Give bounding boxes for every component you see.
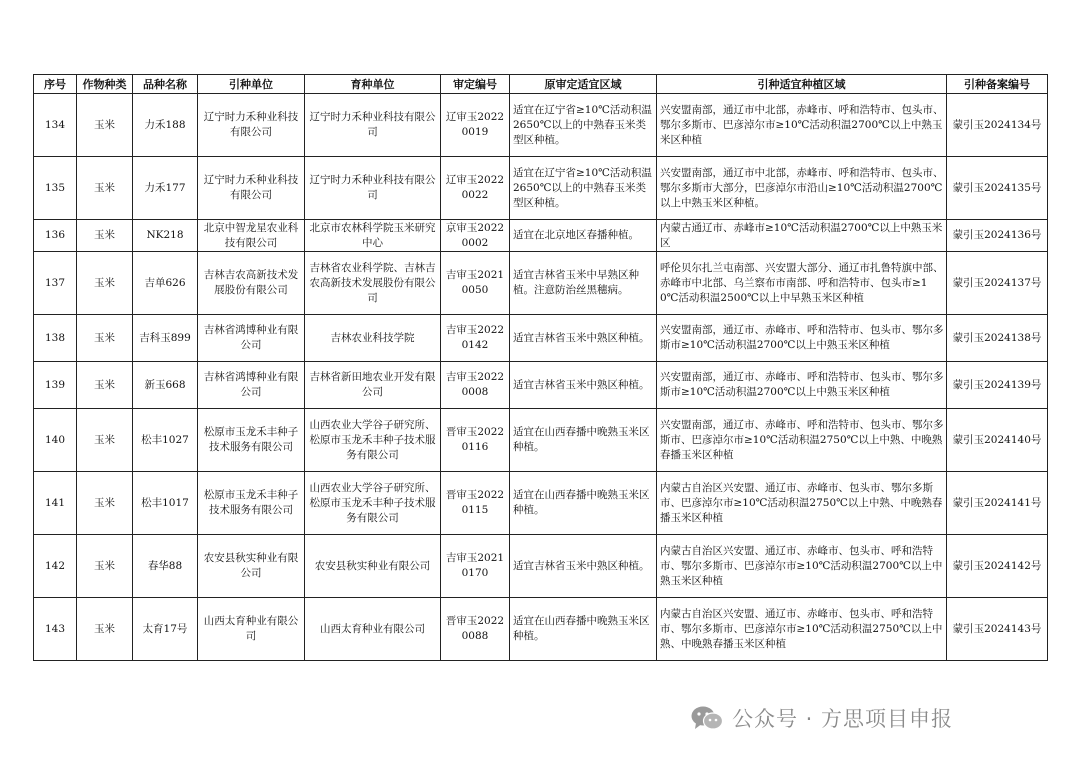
- cell-orig-area: 适宜在辽宁省≥10℃活动积温2650℃以上的中熟春玉米类型区种植。: [510, 157, 657, 220]
- cell-introducer: 松原市玉龙禾丰种子技术服务有限公司: [198, 472, 305, 535]
- cell-crop: 玉米: [77, 315, 133, 362]
- cell-crop: 玉米: [77, 598, 133, 661]
- cell-no: 136: [34, 220, 77, 252]
- cell-record: 蒙引玉2024135号: [947, 157, 1048, 220]
- wechat-icon: [690, 705, 724, 731]
- cell-variety: 力禾188: [133, 94, 198, 157]
- cell-variety: 松丰1027: [133, 409, 198, 472]
- watermark: [690, 703, 953, 733]
- cell-crop: 玉米: [77, 472, 133, 535]
- table-row: [34, 409, 1048, 472]
- cell-introducer: 松原市玉龙禾丰种子技术服务有限公司: [198, 409, 305, 472]
- cell-record: 蒙引玉2024138号: [947, 315, 1048, 362]
- cell-crop: 玉米: [77, 220, 133, 252]
- cell-approval: 晋审玉20220088: [441, 598, 510, 661]
- cell-no: 142: [34, 535, 77, 598]
- cell-approval: 吉审玉20210170: [441, 535, 510, 598]
- cell-crop: 玉米: [77, 94, 133, 157]
- cell-intro-area: 内蒙古自治区兴安盟、通辽市、赤峰市、包头市、呼和浩特市、鄂尔多斯市、巴彦淖尔市≥10℃活动积温2700℃以上中熟玉米区种植: [657, 535, 947, 598]
- cell-intro-area: 内蒙古自治区兴安盟、通辽市、赤峰市、包头市、呼和浩特市、鄂尔多斯市、巴彦淖尔市≥10℃活动积温2750℃以上中熟、中晚熟春播玉米区种植: [657, 598, 947, 661]
- cell-approval: 晋审玉20220115: [441, 472, 510, 535]
- cell-introducer: 吉林吉农高新技术发展股份有限公司: [198, 252, 305, 315]
- cell-no: 138: [34, 315, 77, 362]
- cell-orig-area: 适宜在山西春播中晚熟玉米区种植。: [510, 598, 657, 661]
- col-header-intro-area: 引种适宜种植区域: [657, 75, 947, 94]
- cell-intro-area: 兴安盟南部，通辽市中北部，赤峰市、呼和浩特市、包头市、鄂尔多斯市、巴彦淖尔市≥10℃活动积温2700℃以上中熟玉米区种植: [657, 94, 947, 157]
- cell-orig-area: 适宜在山西春播中晚熟玉米区种植。: [510, 472, 657, 535]
- table-row: [34, 598, 1048, 661]
- cell-no: 141: [34, 472, 77, 535]
- cell-record: 蒙引玉2024142号: [947, 535, 1048, 598]
- cell-introducer: 辽宁时力禾种业科技有限公司: [198, 157, 305, 220]
- cell-introducer: 吉林省鸿博种业有限公司: [198, 362, 305, 409]
- cell-variety: NK218: [133, 220, 198, 252]
- cell-introducer: 农安县秋实种业有限公司: [198, 535, 305, 598]
- cell-variety: 力禾177: [133, 157, 198, 220]
- table-row: [34, 472, 1048, 535]
- table-row: [34, 315, 1048, 362]
- cell-breeder: 山西农业大学谷子研究所、松原市玉龙禾丰种子技术服务有限公司: [305, 409, 441, 472]
- cell-approval: 晋审玉20220116: [441, 409, 510, 472]
- cell-intro-area: 兴安盟南部，通辽市、赤峰市、呼和浩特市、包头市、鄂尔多斯市≥10℃活动积温2700℃以上中熟玉米区种植: [657, 315, 947, 362]
- cell-crop: 玉米: [77, 157, 133, 220]
- cell-introducer: 山西太育种业有限公司: [198, 598, 305, 661]
- cell-variety: 太育17号: [133, 598, 198, 661]
- cell-intro-area: 内蒙古通辽市、赤峰市≥10℃活动积温2700℃以上中熟玉米区: [657, 220, 947, 252]
- table-row: [34, 362, 1048, 409]
- col-header-record: 引种备案编号: [947, 75, 1048, 94]
- cell-introducer: 吉林省鸿博种业有限公司: [198, 315, 305, 362]
- cell-crop: 玉米: [77, 535, 133, 598]
- cell-no: 134: [34, 94, 77, 157]
- cell-variety: 吉单626: [133, 252, 198, 315]
- cell-breeder: 吉林省新田地农业开发有限公司: [305, 362, 441, 409]
- cell-record: 蒙引玉2024136号: [947, 220, 1048, 252]
- cell-approval: 吉审玉20220142: [441, 315, 510, 362]
- cell-breeder: 农安县秋实种业有限公司: [305, 535, 441, 598]
- col-header-no: 序号: [34, 75, 77, 94]
- cell-orig-area: 适宜在北京地区春播种植。: [510, 220, 657, 252]
- cell-breeder: 北京市农林科学院玉米研究中心: [305, 220, 441, 252]
- cell-intro-area: 兴安盟南部，通辽市、赤峰市、呼和浩特市、包头市、鄂尔多斯市、巴彦淖尔市≥10℃活动积温2750℃以上中熟、中晚熟春播玉米区种植: [657, 409, 947, 472]
- cell-orig-area: 适宜在辽宁省≥10℃活动积温2650℃以上的中熟春玉米类型区种植。: [510, 94, 657, 157]
- col-header-crop: 作物种类: [77, 75, 133, 94]
- cell-record: 蒙引玉2024139号: [947, 362, 1048, 409]
- cell-variety: 春华88: [133, 535, 198, 598]
- table-row: [34, 252, 1048, 315]
- cell-introducer: 辽宁时力禾种业科技有限公司: [198, 94, 305, 157]
- cell-orig-area: 适宜吉林省玉米中熟区种植。: [510, 315, 657, 362]
- cell-crop: 玉米: [77, 409, 133, 472]
- cell-intro-area: 呼伦贝尔扎兰屯南部、兴安盟大部分、通辽市扎鲁特旗中部、赤峰市中北部、乌兰察布市南部、呼和浩特市、包头市≥10℃活动积温2500℃以上中早熟玉米区种植: [657, 252, 947, 315]
- cell-breeder: 辽宁时力禾种业科技有限公司: [305, 94, 441, 157]
- cell-record: 蒙引玉2024134号: [947, 94, 1048, 157]
- col-header-variety: 品种名称: [133, 75, 198, 94]
- cell-intro-area: 内蒙古自治区兴安盟、通辽市、赤峰市、包头市、鄂尔多斯市、巴彦淖尔市≥10℃活动积温2750℃以上中熟、中晚熟春播玉米区种植: [657, 472, 947, 535]
- cell-breeder: 辽宁时力禾种业科技有限公司: [305, 157, 441, 220]
- cell-record: 蒙引玉2024137号: [947, 252, 1048, 315]
- header-row: [34, 75, 1048, 94]
- cell-approval: 吉审玉20220008: [441, 362, 510, 409]
- cell-crop: 玉米: [77, 362, 133, 409]
- cell-breeder: 吉林农业科技学院: [305, 315, 441, 362]
- cell-orig-area: 适宜吉林省玉米中早熟区种植。注意防治丝黑穗病。: [510, 252, 657, 315]
- table-row: [34, 94, 1048, 157]
- cell-intro-area: 兴安盟南部，通辽市、赤峰市、呼和浩特市、包头市、鄂尔多斯市≥10℃活动积温2700℃以上中熟玉米区种植: [657, 362, 947, 409]
- cell-approval: 辽审玉20220019: [441, 94, 510, 157]
- cell-no: 143: [34, 598, 77, 661]
- watermark-text: 公众号 · 方思项目申报: [732, 707, 954, 731]
- registration-table: [33, 74, 1048, 661]
- table-row: [34, 535, 1048, 598]
- cell-introducer: 北京中智龙星农业科技有限公司: [198, 220, 305, 252]
- table-row: [34, 220, 1048, 252]
- cell-crop: 玉米: [77, 252, 133, 315]
- col-header-orig-area: 原审定适宜区域: [510, 75, 657, 94]
- cell-intro-area: 兴安盟南部，通辽市中北部，赤峰市、呼和浩特市、包头市、鄂尔多斯市大部分，巴彦淖尔市沿山≥10℃活动积温2700℃以上中熟玉米区种植。: [657, 157, 947, 220]
- cell-no: 139: [34, 362, 77, 409]
- cell-approval: 京审玉20220002: [441, 220, 510, 252]
- cell-breeder: 吉林省农业科学院、吉林吉农高新技术发展股份有限公司: [305, 252, 441, 315]
- cell-no: 137: [34, 252, 77, 315]
- cell-breeder: 山西太育种业有限公司: [305, 598, 441, 661]
- cell-variety: 松丰1017: [133, 472, 198, 535]
- cell-variety: 新玉668: [133, 362, 198, 409]
- cell-breeder: 山西农业大学谷子研究所、松原市玉龙禾丰种子技术服务有限公司: [305, 472, 441, 535]
- col-header-approval: 审定编号: [441, 75, 510, 94]
- col-header-introducer: 引种单位: [198, 75, 305, 94]
- cell-record: 蒙引玉2024140号: [947, 409, 1048, 472]
- cell-orig-area: 适宜吉林省玉米中熟区种植。: [510, 362, 657, 409]
- cell-orig-area: 适宜在山西春播中晚熟玉米区种植。: [510, 409, 657, 472]
- cell-orig-area: 适宜吉林省玉米中熟区种植。: [510, 535, 657, 598]
- col-header-breeder: 育种单位: [305, 75, 441, 94]
- cell-variety: 吉科玉899: [133, 315, 198, 362]
- cell-no: 135: [34, 157, 77, 220]
- table-row: [34, 157, 1048, 220]
- cell-approval: 吉审玉20210050: [441, 252, 510, 315]
- cell-record: 蒙引玉2024141号: [947, 472, 1048, 535]
- cell-no: 140: [34, 409, 77, 472]
- cell-record: 蒙引玉2024143号: [947, 598, 1048, 661]
- cell-approval: 辽审玉20220022: [441, 157, 510, 220]
